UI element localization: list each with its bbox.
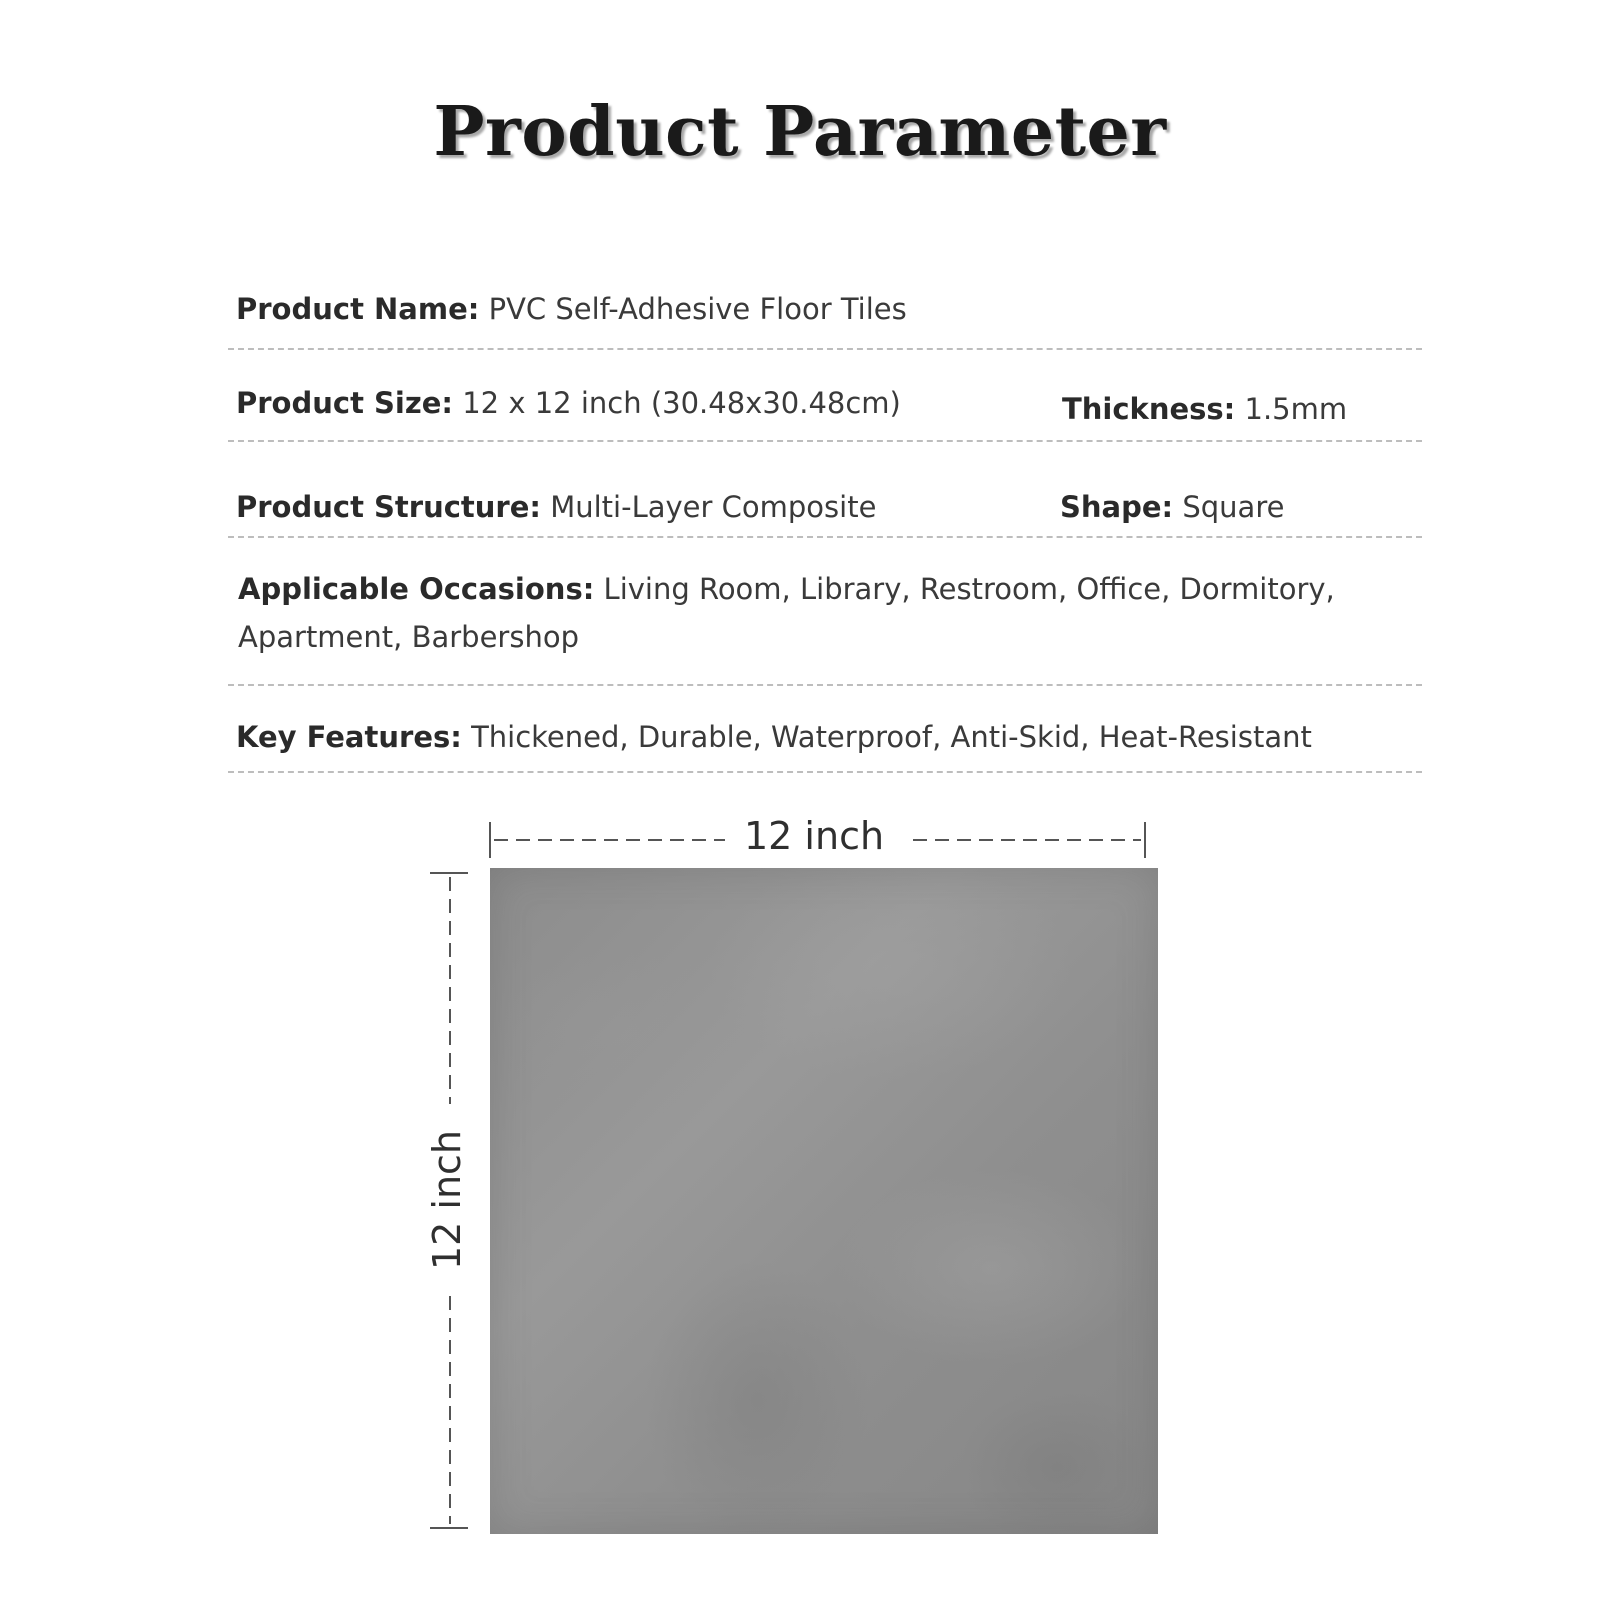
spec-value: PVC Self-Adhesive Floor Tiles <box>488 292 907 326</box>
spec-label: Shape: <box>1060 490 1174 524</box>
spec-value: 1.5mm <box>1244 392 1348 426</box>
spec-label: Applicable Occasions: <box>238 572 595 606</box>
width-label: 12 inch <box>744 814 885 858</box>
spec-label: Thickness: <box>1062 392 1236 426</box>
height-label: 12 inch <box>425 1129 469 1271</box>
spec-value: Thickened, Durable, Waterproof, Anti-Skid, Heat-Resistant <box>471 720 1312 754</box>
spec-label: Product Structure: <box>236 490 541 524</box>
spec-value: 12 x 12 inch (30.48x30.48cm) <box>462 386 901 420</box>
floor-tile-image <box>490 868 1158 1534</box>
page-title: Product Parameter <box>433 92 1167 172</box>
spec-value: Living Room, Library, Restroom, Office, Dormitory, <box>603 572 1335 606</box>
spec-label: Product Name: <box>236 292 480 326</box>
spec-value: Square <box>1182 490 1285 524</box>
spec-value: Multi-Layer Composite <box>550 490 877 524</box>
spec-label: Key Features: <box>236 720 462 754</box>
spec-value: Apartment, Barbershop <box>238 620 579 654</box>
spec-label: Product Size: <box>236 386 454 420</box>
